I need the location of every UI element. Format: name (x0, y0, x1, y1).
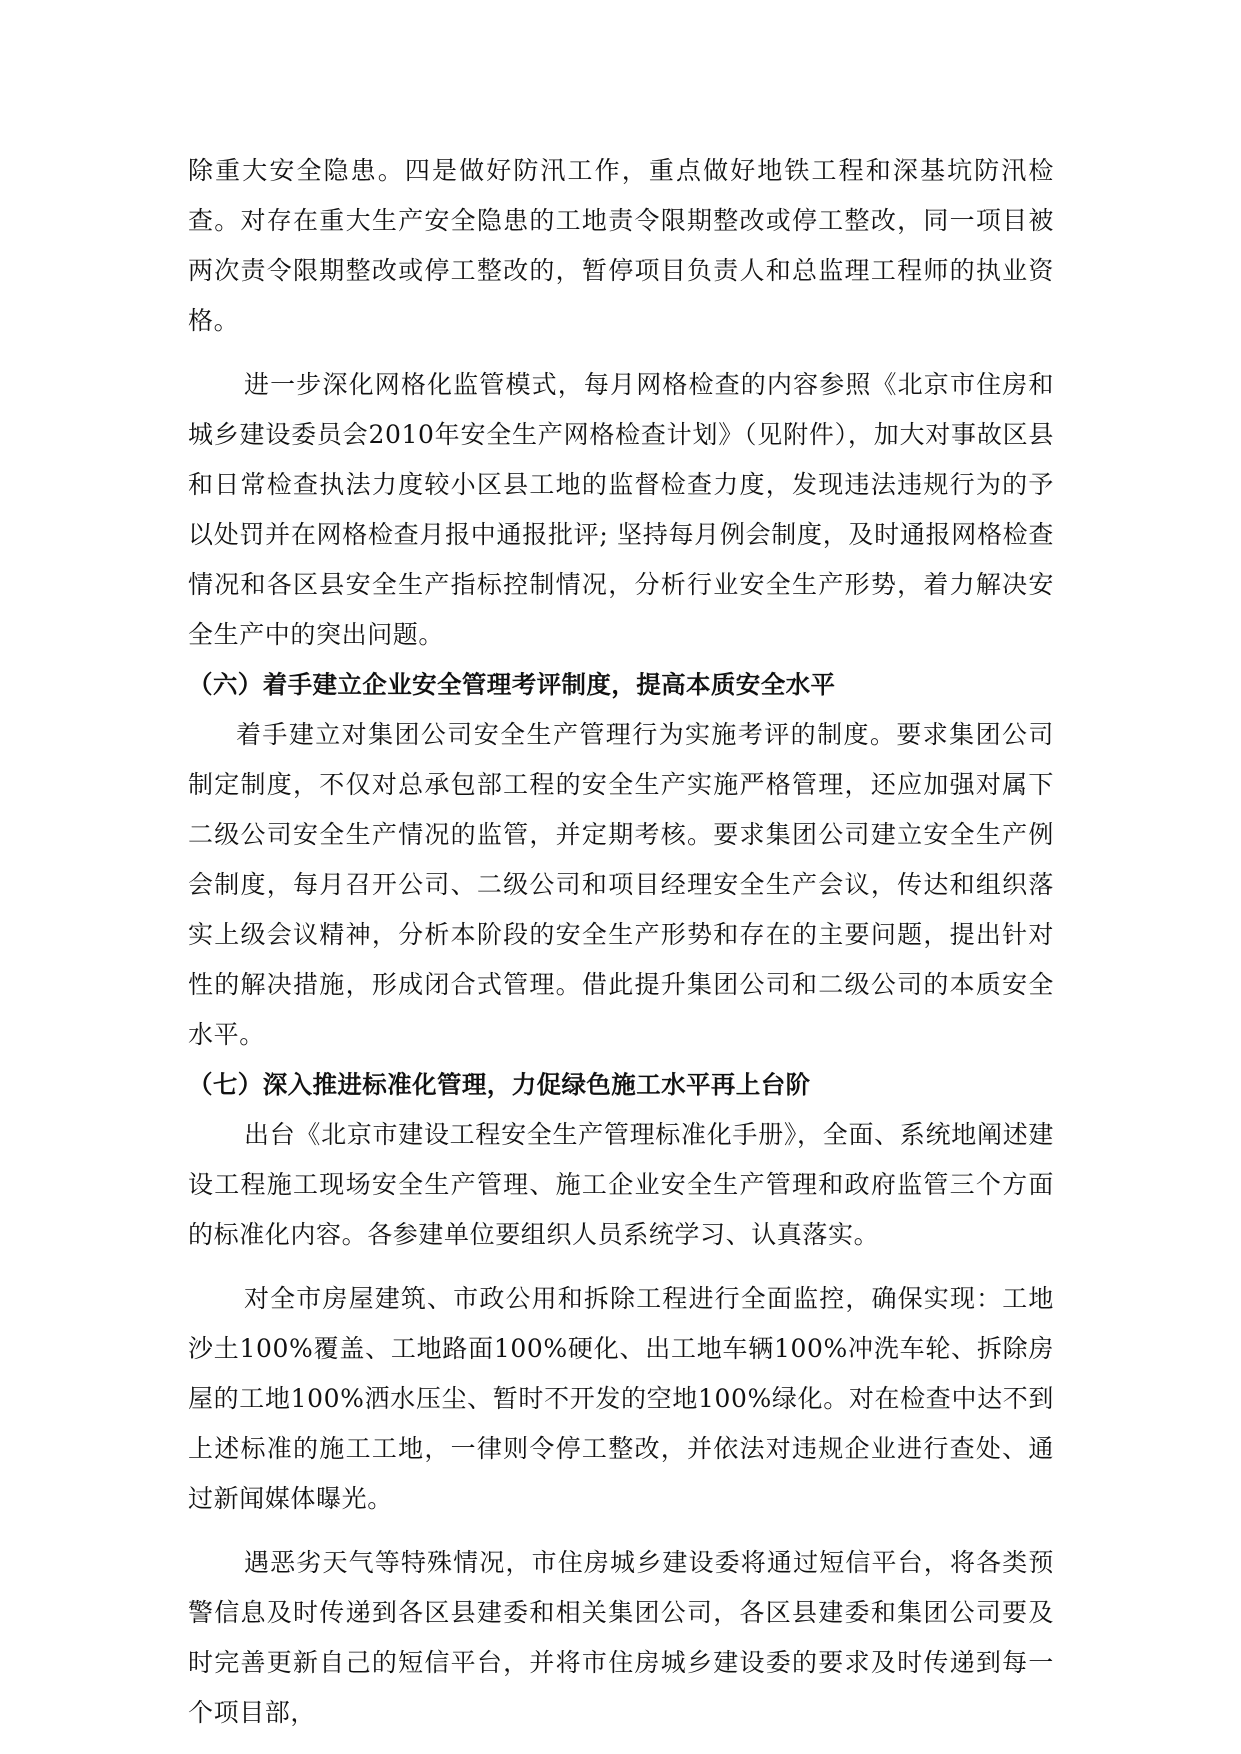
section-heading-6: （六）着手建立企业安全管理考评制度，提高本质安全水平 (188, 670, 836, 699)
paragraph-evaluation-system: 着手建立对集团公司安全生产管理行为实施考评的制度。要求集团公司制定制度，不仅对总承包部工程的安全生产实施严格管理，还应加强对属下二级公司安全生产情况的监管，并定期考核。要求集团公司建立安全生产例会制度，每月召开公司、二级公司和项目经理安全生产会议，传达和组织落实上级会议精神，分析本阶段的安全生产形势和存在的主要问题，提出针对性的解决措施，形成闭合式管理。借此提升集团公司和二级公司的本质安全水平。 (188, 720, 1054, 1049)
paragraph-flood-prevention: 除重大安全隐患。四是做好防汛工作，重点做好地铁工程和深基坑防汛检查。对存在重大生产安全隐患的工地责令限期整改或停工整改，同一项目被两次责令限期整改或停工整改的，暂停项目负责人和总监理工程师的执业资格。 (188, 156, 1054, 335)
section-heading-7: （七）深入推进标准化管理，力促绿色施工水平再上台阶 (188, 1070, 811, 1099)
paragraph-weather-warning: 遇恶劣天气等特殊情况，市住房城乡建设委将通过短信平台，将各类预警信息及时传递到各区县建委和相关集团公司，各区县建委和集团公司要及时完善更新自己的短信平台，并将市住房城乡建设委的要求及时传递到每一个项目部， (188, 1548, 1054, 1727)
paragraph-standardization-manual: 出台《北京市建设工程安全生产管理标准化手册》，全面、系统地阐述建设工程施工现场安全生产管理、施工企业安全生产管理和政府监管三个方面的标准化内容。各参建单位要组织人员系统学习、认真落实。 (188, 1120, 1054, 1249)
paragraph-green-construction: 对全市房屋建筑、市政公用和拆除工程进行全面监控，确保实现：工地沙土100%覆盖、工地路面100%硬化、出工地车辆100%冲洗车轮、拆除房屋的工地100%洒水压尘、暂时不开发的空地100%绿化。对在检查中达不到上述标准的施工工地，一律则令停工整改，并依法对违规企业进行查处、通过新闻媒体曝光。 (188, 1284, 1054, 1513)
document-body (188, 146, 1054, 1738)
paragraph-grid-supervision: 进一步深化网格化监管模式，每月网格检查的内容参照《北京市住房和城乡建设委员会2010年安全生产网格检查计划》（见附件），加大对事故区县和日常检查执法力度较小区县工地的监督检查力度，发现违法违规行为的予以处罚并在网格检查月报中通报批评; 坚持每月例会制度，及时通报网格检查情况和各区县安全生产指标控制情况，分析行业安全生产形势，着力解决安全生产中的突出问题。 (188, 370, 1054, 649)
